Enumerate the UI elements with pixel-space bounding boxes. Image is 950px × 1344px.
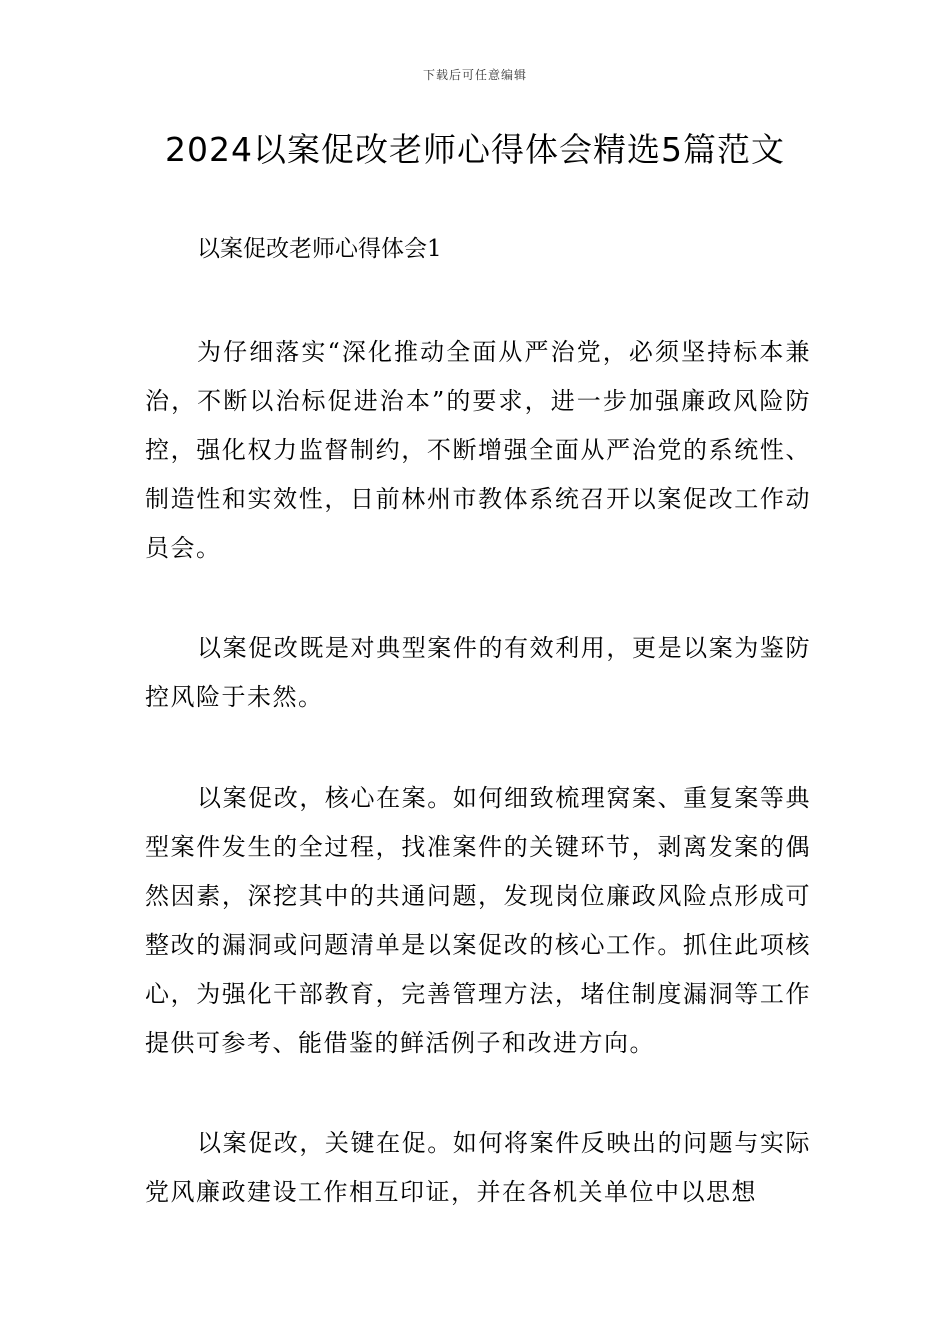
document-title: 2024以案促改老师心得体会精选5篇范文 (165, 130, 785, 169)
header-note: 下载后可任意编辑 (422, 68, 527, 82)
section-heading: 以案促改老师心得体会1 (197, 236, 442, 262)
paragraph-2: 以案促改既是对典型案件的有效利用，更是以案为鉴防控风险于未然。 (145, 634, 811, 711)
paragraph-1: 为仔细落实“深化推动全面从严治党，必须坚持标本兼治，不断以治标促进治本”的要求，进一步加强廉政风险防控，强化权力监督制约，不断增强全面从严治党的系统性、制造性和实效性，日前林州市教体系统召开以案促改工作动员会。 (145, 338, 811, 562)
paragraph-4: 以案促改，关键在促。如何将案件反映出的问题与实际党风廉政建设工作相互印证，并在各机关单位中以思想 (145, 1129, 811, 1206)
paragraph-3: 以案促改，核心在案。如何细致梳理窝案、重复案等典型案件发生的全过程，找准案件的关键环节，剥离发案的偶然因素，深挖其中的共通问题，发现岗位廉政风险点形成可整改的漏洞或问题清单是以案促改的核心工作。抓住此项核心，为强化干部教育，完善管理方法，堵住制度漏洞等工作提供可参考、能借鉴的鲜活例子和改进方向。 (145, 784, 811, 1057)
